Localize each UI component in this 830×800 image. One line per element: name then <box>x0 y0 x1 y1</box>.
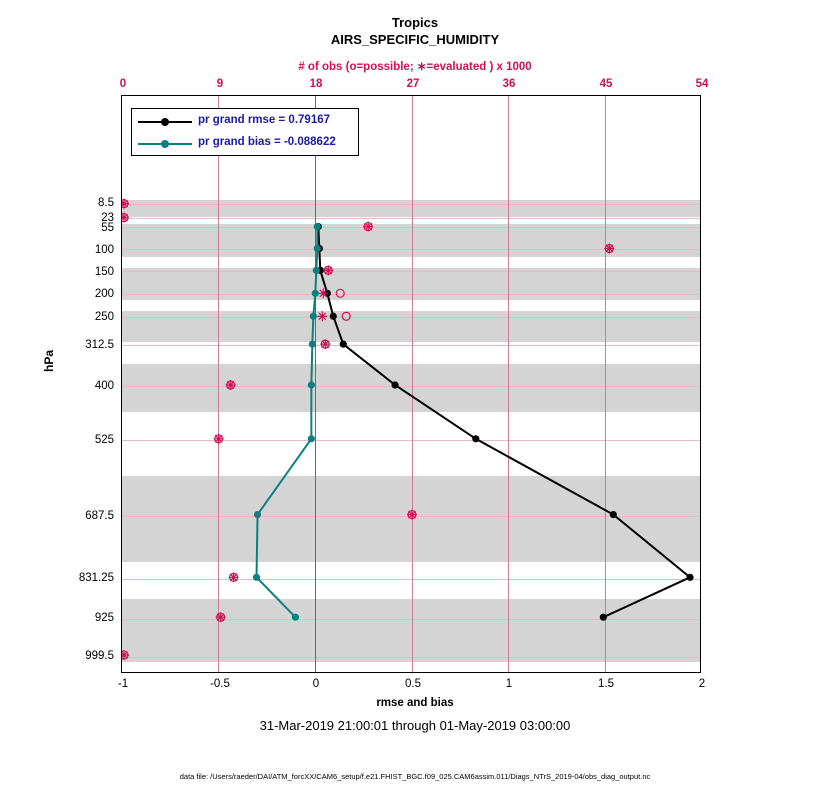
y-tick-3: 100 <box>94 244 114 256</box>
series-rmse-point <box>610 511 617 518</box>
top-tick-4: 36 <box>502 78 516 90</box>
top-axis-title: # of obs (o=possible; ∗=evaluated ) x 1000 <box>298 61 532 73</box>
date-range: 31-Mar-2019 21:00:01 through 01-May-2019 03:00:00 <box>259 718 571 733</box>
y-tick-7: 312.5 <box>85 339 114 351</box>
series-rmse-point <box>600 614 607 621</box>
x-tick-0: -1 <box>117 678 129 690</box>
series-bias-point <box>313 267 320 274</box>
legend-marker-bias <box>161 140 169 148</box>
series-bias-line <box>257 227 318 618</box>
series-rmse-point <box>686 574 693 581</box>
top-tick-3: 27 <box>406 78 420 90</box>
chart-title <box>0 14 830 48</box>
x-tick-1: -0.5 <box>210 678 230 690</box>
series-bias-point <box>312 290 319 297</box>
obs-markers <box>122 199 614 660</box>
series-rmse-line <box>318 227 690 618</box>
legend-item-rmse <box>132 111 358 133</box>
x-tick-5: 1.5 <box>598 678 614 690</box>
y-tick-4: 150 <box>94 266 114 278</box>
top-tick-2: 18 <box>309 78 323 90</box>
data-file-path: data file: /Users/raeder/DAI/ATM_forcXX/CAM6_setup/f.e21.FHIST_BGC.f09_025.CAM6assim.011/Diags_NTrS_2019-04/obs_diag_output.nc <box>179 772 651 781</box>
series-bias-point <box>253 574 260 581</box>
x-tick-2: 0 <box>312 678 320 690</box>
title-region: Tropics <box>391 15 439 30</box>
x-tick-4: 1 <box>505 678 513 690</box>
title-variable: AIRS_SPECIFIC_HUMIDITY <box>330 32 500 47</box>
series-rmse-point <box>391 381 398 388</box>
legend-item-bias <box>132 133 358 155</box>
y-tick-12: 925 <box>94 612 114 624</box>
y-tick-1: 23 <box>101 212 114 224</box>
series-rmse-point <box>330 313 337 320</box>
x-tick-3: 0.5 <box>405 678 421 690</box>
top-tick-5: 45 <box>599 78 613 90</box>
legend <box>131 108 359 156</box>
legend-marker-rmse <box>161 118 169 126</box>
y-tick-8: 400 <box>94 380 114 392</box>
series-bias-point <box>314 223 321 230</box>
y-tick-10: 687.5 <box>85 510 114 522</box>
x-tick-6: 2 <box>698 678 706 690</box>
series-bias-point <box>292 614 299 621</box>
series-bias-point <box>254 511 261 518</box>
y-tick-6: 250 <box>94 311 114 323</box>
series-rmse-point <box>472 435 479 442</box>
y-axis-label: hPa <box>42 349 56 372</box>
legend-label-bias: pr grand bias = -0.088622 <box>198 136 336 148</box>
series-bias-point <box>308 435 315 442</box>
series-bias-point <box>310 313 317 320</box>
top-tick-1: 9 <box>216 78 224 90</box>
x-axis-label: rmse and bias <box>376 697 454 709</box>
y-tick-0: 8.5 <box>98 197 114 209</box>
y-tick-2: 55 <box>101 222 114 234</box>
series-bias-point <box>308 381 315 388</box>
data-overlay <box>122 96 700 672</box>
y-tick-13: 999.5 <box>85 650 114 662</box>
legend-label-rmse: pr grand rmse = 0.79167 <box>198 114 331 126</box>
y-tick-9: 525 <box>94 434 114 446</box>
y-tick-11: 831.25 <box>78 572 114 584</box>
top-tick-0: 0 <box>119 78 127 90</box>
series-bias-point <box>314 245 321 252</box>
y-tick-5: 200 <box>94 288 114 300</box>
series-bias-point <box>309 341 316 348</box>
series-rmse-point <box>340 341 347 348</box>
top-tick-6: 54 <box>695 78 709 90</box>
plot-area <box>121 95 701 673</box>
